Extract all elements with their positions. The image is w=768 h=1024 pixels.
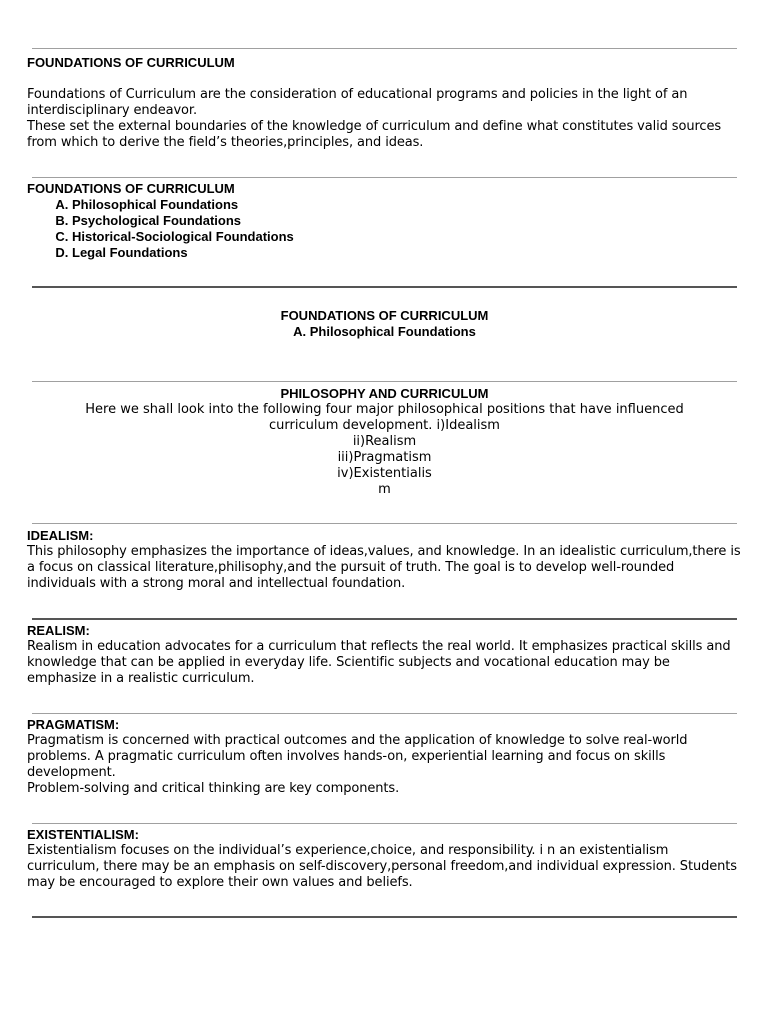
text-line: iii)Pragmatism	[337, 450, 432, 465]
text-line: curriculum development. i)Idealism	[269, 418, 500, 433]
divider	[32, 713, 737, 714]
section-title: EXISTENTIALISM:	[27, 827, 139, 842]
paragraph: Foundations of Curriculum are the consideration of educational programs and policies in the light of an interdisciplinary endeavor.	[27, 87, 688, 118]
divider	[32, 618, 737, 620]
text-line: iv)Existentialis	[337, 466, 432, 481]
section-title: REALISM:	[27, 623, 90, 638]
section-title: FOUNDATIONS OF CURRICULUM	[280, 308, 489, 323]
section-subtitle: A. Philosophical Foundations	[293, 324, 476, 339]
foundations-list	[27, 197, 742, 261]
paragraph: Existentialism focuses on the individual’s experience,choice, and responsibility. i n an existentialism curriculum, there may be an emphasis on self-discovery,personal freedom,and individual expression. Students may be encouraged to explore their own values and beliefs.	[27, 843, 737, 890]
divider	[32, 177, 737, 178]
list-item: C. Historical-Sociological Foundations	[72, 229, 742, 245]
section-realism	[27, 623, 742, 687]
section-idealism	[27, 528, 742, 592]
paragraph: Realism in education advocates for a curriculum that reflects the real world. It emphasizes practical skills and knowledge that can be applied in everyday life. Scientific subjects and vocational education may be emphasize in a realistic curriculum.	[27, 639, 731, 686]
paragraph: These set the external boundaries of the knowledge of curriculum and define what constitutes valid sources from which to derive the field’s theories,principles, and ideas.	[27, 119, 722, 150]
section-philosophical	[27, 308, 742, 340]
list-item: D. Legal Foundations	[72, 245, 742, 261]
section-title: PHILOSOPHY AND CURRICULUM	[280, 386, 489, 401]
section-title: IDEALISM:	[27, 528, 94, 543]
list-item: B. Psychological Foundations	[72, 213, 742, 229]
section-pragmatism	[27, 717, 742, 797]
divider	[32, 823, 737, 824]
section-foundations-list	[27, 181, 742, 261]
divider	[32, 381, 737, 382]
divider	[32, 286, 737, 288]
divider	[32, 916, 737, 918]
paragraph: This philosophy emphasizes the importance of ideas,values, and knowledge. In an idealistic curriculum,there is a focus on classical literature,philisophy,and the pursuit of truth. The goal is to develop well-rounded individuals with a strong moral and intellectual foundation.	[27, 544, 741, 591]
text-line: Here we shall look into the following four major philosophical positions that have influenced	[85, 402, 684, 417]
list-item: A. Philosophical Foundations	[72, 197, 742, 213]
section-title: PRAGMATISM:	[27, 717, 120, 732]
text-line: m	[378, 482, 391, 497]
divider	[32, 48, 737, 49]
paragraph: Pragmatism is concerned with practical outcomes and the application of knowledge to solve real-world problems. A pragmatic curriculum often involves hands-on, experiential learning and focus on skills development.	[27, 733, 688, 780]
section-philosophy-curriculum	[27, 386, 742, 498]
text-line: ii)Realism	[352, 434, 417, 449]
paragraph: Problem-solving and critical thinking are key components.	[27, 781, 400, 796]
section-title: FOUNDATIONS OF CURRICULUM	[27, 55, 235, 70]
section-title: FOUNDATIONS OF CURRICULUM	[27, 181, 235, 196]
philosophy-lines	[27, 402, 742, 498]
section-existentialism	[27, 827, 742, 891]
section-intro	[27, 55, 742, 151]
divider	[32, 523, 737, 524]
